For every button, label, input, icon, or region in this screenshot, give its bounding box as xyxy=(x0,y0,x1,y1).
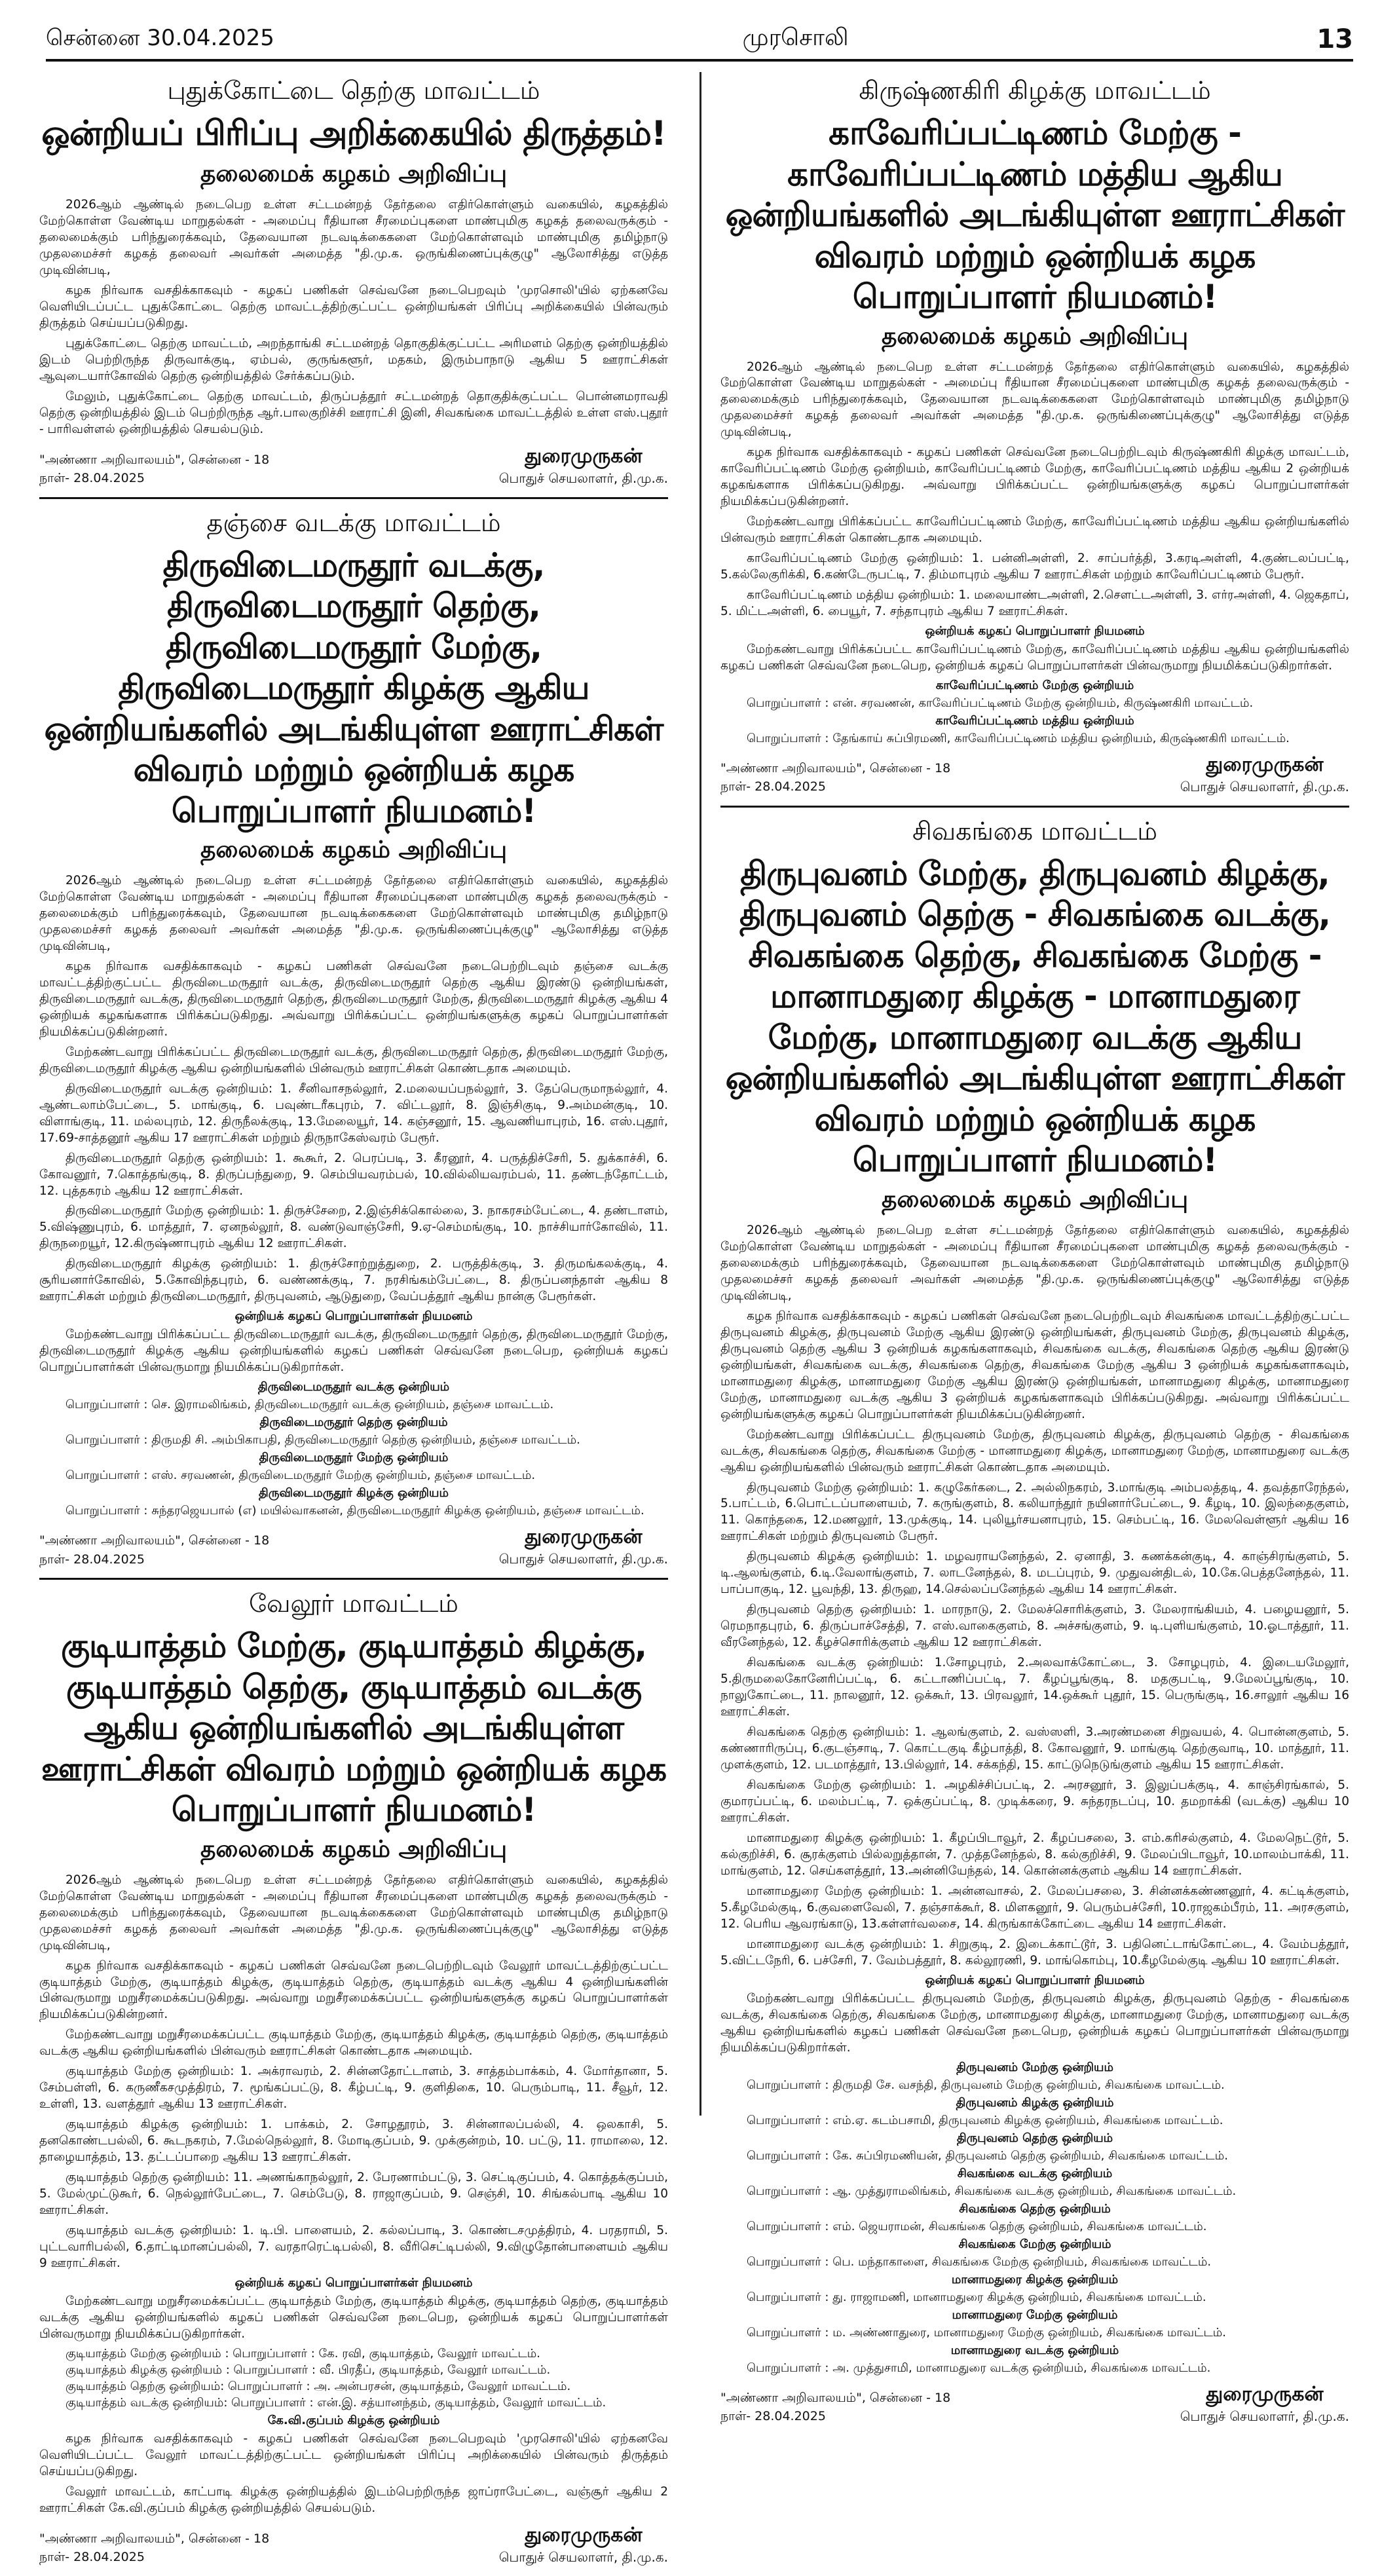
union-name: சிவகங்கை மேற்கு ஒன்றியம் xyxy=(958,2237,1111,2251)
responsible-person: குடியாத்தம் தெற்கு ஒன்றியம்: பொறுப்பாளர் : அ. அன்பரசன், குடியாத்தம், வேலூர் மாவட்டம். xyxy=(65,2379,571,2393)
paragraph: கழக நிர்வாக வசதிக்காகவும் - கழகப் பணிகள் செவ்வனே நடைபெறவும் 'முரசொலி'யில் ஏற்கனவே வெளியிடப்பட்ட வேலூர் மாவட்டத்திற்குட்பட்ட ஒன்றியங்கள் பிரிப்பு அறிக்கையில் பின்வரும் திருத்தம் செய்யப்படுகிறது. xyxy=(39,2431,668,2478)
section-rule xyxy=(39,497,668,499)
paragraph: கழக நிர்வாக வசதிக்காகவும் - கழகப் பணிகள் செவ்வனே நடைபெற்றிடவும் தஞ்சை வடக்கு மாவட்டத்திற்குட்பட்ட திருவிடைமருதூர் வடக்கு, திருவிடைமருதூர் தெற்கு ஆகிய இரண்டு ஒன்றியங்கள், திருவிடைமருதூர் வடக்கு, திருவிடைமருதூர் தெற்கு, திருவிடைமருதூர் மேற்கு, திருவிடைமருதூர் கிழக்கு ஆகிய 4 ஒன்றியக் கழகங்களாக பிரிக்கப்படுகிறது. அவ்வாறு பிரிக்கப்பட்ட ஒன்றியங்களுக்கு கழகப் பொறுப்பாளர்கள் நியமிக்கப்படுகின்றனர். xyxy=(39,959,668,1039)
pudukkottai-notice xyxy=(39,76,668,488)
signer-name: துரைமுருகன் xyxy=(525,444,643,468)
union-list: குடியாத்தம் கிழக்கு ஒன்றியம்: 1. பாக்கம், 2. சோழதூரம், 3. சின்னாலப்பல்லி, 4. ஒலகாசி, 5. தனகொண்டபல்லி, 6. கூடநகரம், 7.மேல்நெல்லூர், 8. மோடிகுப்பம், 9. முக்குன்றம், 10. பட்டு, 11. ராமாலை, 12. தாழையாத்தம், 13. தட்டப்பாறை ஆகிய 13 ஊராட்சிகள். xyxy=(39,2118,668,2165)
intro-paragraph: 2026ஆம் ஆண்டில் நடைபெற உள்ள சட்டமன்றத் தேர்தலை எதிர்கொள்ளும் வகையில், கழகத்தில் மேற்கொள்ள வேண்டிய மாறுதல்கள் - அமைப்பு ரீதியான சீரமைப்புகளை மாண்புமிகு கழகத் தலைவருக்கும் - தலைமைக்கும் பரிந்துரைக்கவும், தேவையான நடவடிக்கைகளை மேற்கொள்ளவும் மாண்புமிகு தமிழ்நாடு முதலமைச்சர் கழகத் தலைவர் அவர்கள் அமைத்த "தி.மு.க. ஒருங்கிணைப்புக்குழு" ஆலோசித்து எடுத்த முடிவின்படி, xyxy=(720,360,1349,439)
responsible-person: பொறுப்பாளர் : அ. முத்துசாமி, மானாமதுரை வடக்கு ஒன்றியம், சிவகங்கை மாவட்டம். xyxy=(747,2361,1211,2375)
intro-paragraph: 2026ஆம் ஆண்டில் நடைபெற உள்ள சட்டமன்றத் தேர்தலை எதிர்கொள்ளும் வகையில், கழகத்தில் மேற்கொள்ள வேண்டிய மாறுதல்கள் - அமைப்பு ரீதியான சீரமைப்புகளை மாண்புமிகு கழகத் தலைவருக்கும் - தலைமைக்கும் பரிந்துரைக்கவும், தேவையான நடவடிக்கைகளை மேற்கொள்ளவும் மாண்புமிகு தமிழ்நாடு முதலமைச்சர் கழகத் தலைவர் அவர்கள் அமைத்த "தி.மு.க. ஒருங்கிணைப்புக்குழு" ஆலோசித்து எடுத்த முடிவின்படி, xyxy=(720,1223,1349,1303)
subheading: ஒன்றியக் கழகப் பொறுப்பாளர் நியமனம் xyxy=(925,624,1145,639)
responsible-person: பொறுப்பாளர் : து. ராஜாமணி, மானாமதுரை கிழக்கு ஒன்றியம், சிவகங்கை மாவட்டம். xyxy=(747,2290,1206,2304)
signature-block xyxy=(39,1525,668,1569)
sign-date: நாள்- 28.04.2025 xyxy=(720,779,826,794)
sivaganga-notice xyxy=(720,817,1349,2426)
left-column xyxy=(39,72,668,2576)
union-list: சிவகங்கை தெற்கு ஒன்றியம்: 1. ஆலங்குளம், 2. வஸ்ஸளி, 3.அரண்மனை சிறுவயல், 4. பொன்னகுளம், 5. கண்ணாரிருப்பு, 6.குடஞ்சாடி, 7. கொட்டகுடி கீழ்பாத்தி, 8. கோவனூர், 9. மாங்குடி தெற்குவாடி, 10. மாத்தூர், 11. முளக்குளம், 12. படமாத்தூர், 13.பில்லூர், 14. சக்கந்தி, 15. காட்டுநெடுங்குளம் ஆகிய 15 ஊராட்சிகள். xyxy=(720,1725,1349,1772)
paragraph: மேற்கண்டவாறு பிரிக்கப்பட்ட காவேரிப்பட்டிணம் மேற்கு, காவேரிப்பட்டிணம் மத்திய ஆகிய ஒன்றியங்களில் பின்வரும் ஊராட்சிகள் கொண்டதாக அமையும். xyxy=(720,515,1349,546)
union-name: திருவிடைமருதூர் கிழக்கு ஒன்றியம் xyxy=(259,1486,449,1501)
responsible-person: பொறுப்பாளர் : செ. இராமலிங்கம், திருவிடைமருதூர் வடக்கு ஒன்றியம், தஞ்சை மாவட்டம். xyxy=(65,1398,554,1412)
paragraph: மேற்கண்டவாறு பிரிக்கப்பட்ட திருவிடைமருதூர் வடக்கு, திருவிடைமருதூர் தெற்கு, திருவிடைமருதூர் மேற்கு, திருவிடைமருதூர் கிழக்கு ஆகிய ஒன்றியங்களில் கழகப் பணிகள் செவ்வனே நடைபெற, ஒன்றியக் கழகப் பொறுப்பாளர்கள் பின்வருமாறு நியமிக்கப்படுகிறார்கள். xyxy=(39,1328,668,1375)
union-list: திருபுவனம் மேற்கு ஒன்றியம்: 1. கழுகேர்கடை, 2. அல்லிநகரம், 3.மாங்குடி அம்பலத்தடி, 4. தவத்தாரேந்தல், 5.பாட்டம், 6.பொட்டப்பாளையம், 7. கருங்குளம், 8. கலியாந்தூர் நயினார்பேட்டை, 9. கீழடி, 10. இலந்தைகுளம், 11. கொந்தகை, 12.மணலூர், 13.முக்குடி, 14. புலியூர்சயனாபுரம், 15. செம்பட்டி, 16. மேலவெள்ளூர் ஆகிய 16 ஊராட்சிகள் மற்றும் திருபுவனம் பேரூர். xyxy=(720,1480,1349,1544)
union-list: திருவிடைமருதூர் கிழக்கு ஒன்றியம்: 1. திருச்சோற்றுத்துறை, 2. பருத்திக்குடி, 3. திருமங்கலக்குடி, 4. சூரியனார்கோவில், 5.கோவிந்தபுரம், 6. வண்ணக்குடி, 7. நரசிங்கம்பேட்டை, 8. திருப்பனந்தாள் ஆகிய 8 ஊராட்சிகள் மற்றும் திருவிடைமருதூர், திருபுவனம், ஆடுதுறை, வேப்பத்தூர் ஆகிய நான்கு பேரூர்கள். xyxy=(39,1257,668,1304)
union-list: திருவிடைமருதூர் மேற்கு ஒன்றியம்: 1. திருச்சேறை, 2.இஞ்சிக்கொல்லை, 3. நாகரசம்பேட்டை, 4. தண்டாளம், 5.விஷ்ணுபுரம், 6. மாத்தூர், 7. ஏனநல்லூர், 8. வண்டுவாஞ்சேரி, 9.ஏ-செம்மங்குடி, 10. நாச்சியார்கோவில், 11. திருநறையூர், 12.கிருஷ்ணாபுரம் ஆகிய 12 ஊராட்சிகள். xyxy=(39,1204,668,1251)
responsible-person: பொறுப்பாளர் : ஆ. முத்துராமலிங்கம், சிவகங்கை வடக்கு ஒன்றியம், சிவகங்கை மாவட்டம். xyxy=(747,2184,1237,2198)
paragraph: கழக நிர்வாக வசதிக்காகவும் - கழகப் பணிகள் செவ்வனே நடைபெற்றிடவும் வேலூர் மாவட்டத்திற்குட்பட்ட குடியாத்தம் மேற்கு, குடியாத்தம் கிழக்கு, குடியாத்தம் தெற்கு, குடியாத்தம் வடக்கு ஆகிய 4 ஒன்றியங்களின் பின்வருமாறு மறுசீரமைக்கப்படுகிறது. அவ்வாறு மறுசீரமைக்கப்பட்ட ஒன்றியங்களுக்கு கழகப் பொறுப்பாளர்கள் நியமிக்கப்படுகின்றனர். xyxy=(39,1958,668,2022)
responsible-person: குடியாத்தம் வடக்கு ஒன்றியம்: பொறுப்பாளர் : என்.இ. சத்யானந்தம், குடியாத்தம், வேலூர் மாவட்டம். xyxy=(65,2395,606,2410)
sign-date: நாள்- 28.04.2025 xyxy=(720,2409,826,2423)
hq-announcement: தலைமைக் கழகம் அறிவிப்பு xyxy=(200,160,508,187)
union-name: மானாமதுரை கிழக்கு ஒன்றியம் xyxy=(951,2272,1119,2287)
responsible-person: பொறுப்பாளர் : கே. சுப்பிரமணியன், திருபுவனம் தெற்கு ஒன்றியம், சிவகங்கை மாவட்டம். xyxy=(747,2148,1228,2163)
union-list: குடியாத்தம் மேற்கு ஒன்றியம்: 1. அக்ராவரம், 2. சின்னதோட்டாளம், 3. சாத்தம்பாக்கம், 4. மோர்தானா, 5. சேம்பள்ளி, 6. கருணீகசமுத்திரம், 7. மூங்கப்பட்டு, 8. கீழ்பட்டி, 9. குளிதிகை, 10. பெரும்பாடி, 11. சீவூர், 12. உள்ளி, 13. வளத்தூர் ஆகிய 13 ஊராட்சிகள். xyxy=(39,2064,668,2112)
responsible-person: பொறுப்பாளர் : எம்.ஏ. கடம்பசாமி, திருபுவனம் கிழக்கு ஒன்றியம், சிவகங்கை மாவட்டம். xyxy=(747,2113,1223,2127)
place-date: சென்னை 30.04.2025 xyxy=(46,25,274,51)
sign-place: "அண்ணா அறிவாலயம்", சென்னை - 18 xyxy=(39,1533,270,1548)
union-name: திருவிடைமருதூர் மேற்கு ஒன்றியம் xyxy=(259,1451,449,1465)
district-title: சிவகங்கை மாவட்டம் xyxy=(912,816,1157,846)
subheading: ஒன்றியக் கழகப் பொறுப்பாளர் நியமனம் xyxy=(925,1973,1145,1987)
signature-block xyxy=(720,2383,1349,2426)
union-name: திருபுவனம் மேற்கு ஒன்றியம் xyxy=(956,2060,1113,2074)
hq-announcement: தலைமைக் கழகம் அறிவிப்பு xyxy=(881,1185,1189,1213)
union-name: திருபுவனம் கிழக்கு ஒன்றியம் xyxy=(956,2095,1114,2110)
union-list: சிவகங்கை மேற்கு ஒன்றியம்: 1. அழகிச்சிப்பட்டி, 2. அரசனூர், 3. இலுப்பக்குடி, 4. காஞ்சிரங்கால், 5. குமாரப்பட்டி, 6. மலம்பட்டி, 7. ஒக்குப்பட்டி, 8. முடிக்கரை, 9. சுந்தரநடப்பு, 10. தமறாக்கி (வடக்கு) ஆகிய 10 ஊராட்சிகள். xyxy=(720,1778,1349,1825)
signer-name: துரைமுருகன் xyxy=(1206,2382,1324,2406)
union-list: மானாமதுரை மேற்கு ஒன்றியம்: 1. அன்னவாசல், 2. மேலப்பசலை, 3. சின்னக்கண்ணனூர், 4. கட்டிக்குளம், 5.கீழமேல்குடி, 6.குவளைவேலி, 7. தஞ்சாக்கூர், 8. மிளகனூர், 9. பெரும்பச்சேரி, 10.ராஜகம்பீரம், 11. அரசகுளம், 12. பெரிய ஆவரங்காடு, 13.கள்ளர்வலசை, 14. கிருங்காக்கோட்டை ஆகிய 14 ஊராட்சிகள். xyxy=(720,1884,1349,1931)
union-list: திருபுவனம் தெற்கு ஒன்றியம்: 1. மாரநாடு, 2. மேலச்சொரிக்குளம், 3. மேலராங்கியம், 4. பழையனூர், 5. ரெமநாதபுரம், 6. திருப்பாச்சேத்தி, 7. எஸ்.வாகைகுளம், 8. அச்சங்குளம், 9. டி.புளியங்குளம், 10.ஓடாத்தூர், 11. வீரனேந்தல், 12. கீழச்சொரிக்குளம் ஆகிய 12 ஊராட்சிகள். xyxy=(720,1603,1349,1650)
district-title: புதுக்கோட்டை தெற்கு மாவட்டம் xyxy=(167,76,540,105)
right-column xyxy=(720,72,1349,2435)
district-title: கிருஷ்ணகிரி கிழக்கு மாவட்டம் xyxy=(859,76,1211,105)
subheading: ஒன்றியக் கழகப் பொறுப்பாளர்கள் நியமனம் xyxy=(234,2275,473,2290)
union-name: திருவிடைமருதூர் வடக்கு ஒன்றியம் xyxy=(257,1380,450,1394)
responsible-person: பொறுப்பாளர் : பெ. மந்தாகாளை, சிவகங்கை மேற்கு ஒன்றியம், சிவகங்கை மாவட்டம். xyxy=(747,2254,1212,2269)
responsible-person: குடியாத்தம் கிழக்கு ஒன்றியம் : பொறுப்பாளர் : வீ. பிரதீப், குடியாத்தம், வேலூர் மாவட்டம். xyxy=(65,2362,551,2377)
section-rule xyxy=(39,1578,668,1580)
masthead xyxy=(46,20,1353,62)
paragraph: மேற்கண்டவாறு பிரிக்கப்பட்ட திருபுவனம் மேற்கு, திருபுவனம் கிழக்கு, திருபுவனம் தெற்கு - சிவகங்கை வடக்கு, சிவகங்கை தெற்கு, சிவகங்கை மேற்கு, மானாமதுரை கிழக்கு, மானாமதுரை மேற்கு, மானாமதுரை வடக்கு ஆகிய ஒன்றியங்களில் கழகப் பணிகள் செவ்வனே நடைபெற, ஒன்றியக் கழகப் பொறுப்பாளர்கள் பின்வருமாறு நியமிக்கப்படுகிறார்கள். xyxy=(720,1991,1349,2055)
union-name: சிவகங்கை தெற்கு ஒன்றியம் xyxy=(959,2201,1111,2216)
paragraph: கழக நிர்வாக வசதிக்காகவும் - கழகப் பணிகள் செவ்வனே நடைபெற்றிடவும் கிருஷ்ணகிரி கிழக்கு மாவட்டம், காவேரிப்பட்டிணம் மேற்கு ஒன்றியம், காவேரிப்பட்டிணம் மேற்கு, காவேரிப்பட்டிணம் மத்திய ஆகிய 2 ஒன்றியக் கழகங்களாக பிரிக்கப்படுகிறது. அவ்வாறு பிரிக்கப்பட்ட ஒன்றியங்களுக்கு கழகப் பொறுப்பாளர்கள் நியமிக்கப்படுகின்றனர். xyxy=(720,445,1349,509)
union-list: குடியாத்தம் வடக்கு ஒன்றியம்: 1. டி.பி. பாளையம், 2. கல்லப்பாடி, 3. கொண்டசமுத்திரம், 4. பரதராமி, 5. புட்டவாரிபல்லி, 6.தாட்டிமானப்பல்லி, 7. வரதாரெட்டிபல்லி, 8. வீரிசெட்டிபல்லி, 9.விழுதோன்பாளையம் ஆகிய 9 ஊராட்சிகள். xyxy=(39,2224,668,2270)
responsible-person: பொறுப்பாளர் : தேங்காய் சுப்பிரமணி, காவேரிப்பட்டிணம் மத்திய ஒன்றியம், கிருஷ்ணகிரி மாவட்டம். xyxy=(747,731,1290,745)
sign-date: நாள்- 28.04.2025 xyxy=(39,2550,145,2565)
responsible-person: பொறுப்பாளர் : எம். ஜெயராமன், சிவகங்கை தெற்கு ஒன்றியம், சிவகங்கை மாவட்டம். xyxy=(747,2219,1207,2233)
union-name: சிவகங்கை வடக்கு ஒன்றியம் xyxy=(957,2166,1113,2180)
union-list: திருவிடைமருதூர் தெற்கு ஒன்றியம்: 1. கூகூர், 2. பெரப்படி, 3. கீரனூர், 4. பருத்திச்சேரி, 5. துக்காச்சி, 6. கோவனூர், 7.கொத்தங்குடி, 8. திருப்பந்துறை, 9. செம்பியவரம்பல், 10.வில்லியவரம்பல், 11. தண்டந்தோட்டம், 12. புத்தகரம் ஆகிய 12 ஊராட்சிகள். xyxy=(39,1151,668,1198)
signer-title: பொதுச் செயலாளர், தி.மு.க. xyxy=(498,470,668,486)
district-title: தஞ்சை வடக்கு மாவட்டம் xyxy=(206,508,501,537)
headline: திருபுவனம் மேற்கு, திருபுவனம் கிழக்கு, திருபுவனம் தெற்கு - சிவகங்கை வடக்கு, சிவகங்கை தெற்கு, சிவகங்கை மேற்கு - மானாமதுரை கிழக்கு - மானாமதுரை மேற்கு, மானாமதுரை வடக்கு ஆகிய ஒன்றியங்களில் அடங்கியுள்ள ஊராட்சிகள் விவரம் மற்றும் ஒன்றியக் கழக பொறுப்பாளர் நியமனம்! xyxy=(725,854,1345,1180)
responsible-person: குடியாத்தம் மேற்கு ஒன்றியம் : பொறுப்பாளர் : கே. ரவி, குடியாத்தம், வேலூர் மாவட்டம். xyxy=(65,2346,541,2361)
paragraph: வேலூர் மாவட்டம், காட்பாடி கிழக்கு ஒன்றியத்தில் இடம்பெற்றிருந்த ஜாப்ராபேட்டை, வஞ்சூர் ஆகிய 2 ஊராட்சிகள் கே.வி.குப்பம் கிழக்கு ஒன்றியத்தில் செயல்படும். xyxy=(39,2484,668,2515)
union-list: குடியாத்தம் தெற்கு ஒன்றியம்: 11. அணங்காநல்லூர், 2. பேரணாம்பட்டு, 3. செட்டிகுப்பம், 4. கொத்தக்குப்பம், 5. மேல்முட்டுகூர், 6. நெல்லூர்பேட்டை, 7. செம்பேடு, 8. ராஜாகுப்பம், 9. செஞ்சி, 10. சிங்கல்பாடி ஆகிய 10 ஊராட்சிகள். xyxy=(39,2171,668,2218)
union-name: மானாமதுரை வடக்கு ஒன்றியம் xyxy=(950,2343,1119,2357)
responsible-person: பொறுப்பாளர் : திருமதி சே. வசந்தி, திருபுவனம் மேற்கு ஒன்றியம், சிவகங்கை மாவட்டம். xyxy=(747,2078,1225,2092)
union-list: காவேரிப்பட்டிணம் மத்திய ஒன்றியம்: 1. மலையாண்டஅள்ளி, 2.சௌட்டஅள்ளி, 3. எர்ரஅள்ளி, 4. ஜெகதாப், 5. மிட்டஅள்ளி, 6. பையூர், 7. சந்தாபுரம் ஆகிய 7 ஊராட்சிகள். xyxy=(720,588,1349,619)
union-name: காவேரிப்பட்டிணம் மேற்கு ஒன்றியம் xyxy=(935,678,1134,692)
thanjavur-notice xyxy=(39,508,668,1569)
sign-place: "அண்ணா அறிவாலயம்", சென்னை - 18 xyxy=(39,452,270,467)
headline: குடியாத்தம் மேற்கு, குடியாத்தம் கிழக்கு, குடியாத்தம் தெற்கு, குடியாத்தம் வடக்கு ஆகிய ஒன்றியங்களில் அடங்கியுள்ள ஊராட்சிகள் விவரம் மற்றும் ஒன்றியக் கழக பொறுப்பாளர் நியமனம்! xyxy=(41,1627,667,1829)
paragraph: கழக நிர்வாக வசதிக்காகவும் - கழகப் பணிகள் செவ்வனே நடைபெற்றிடவும் சிவகங்கை மாவட்டத்திற்குட்பட்ட திருபுவனம் கிழக்கு, திருபுவனம் மேற்கு ஆகிய இரண்டு ஒன்றியங்கள், திருபுவனம் மேற்கு, திருபுவனம் கிழக்கு, திருபுவனம் தெற்கு ஆகிய 3 ஒன்றியக் கழகங்களாகவும், சிவகங்கை வடக்கு, சிவகங்கை தெற்கு ஆகிய இரண்டு ஒன்றியங்கள், சிவகங்கை வடக்கு, சிவகங்கை தெற்கு, சிவகங்கை மேற்கு ஆகிய 3 ஒன்றியக் கழகங்களாகவும், மானாமதுரை கிழக்கு, மானாமதுரை மேற்கு ஆகிய இரண்டு ஒன்றியங்கள், மானாமதுரை கிழக்கு, மானாமதுரை மேற்கு, மானாமதுரை வடக்கு ஆகிய 3 ஒன்றியக் கழகங்களாகவும் பிரிக்கப்படுகிறது. அவ்வாறு பிரிக்கப்பட்ட ஒன்றியங்களுக்கு கழகப் பொறுப்பாளர்கள் நியமிக்கப்படுகின்றனர். xyxy=(720,1309,1349,1421)
hq-announcement: தலைமைக் கழகம் அறிவிப்பு xyxy=(881,322,1189,350)
union-list: மானாமதுரை கிழக்கு ஒன்றியம்: 1. கீழப்பிடாவூர், 2. கீழப்பசலை, 3. எம்.கரிசல்குளம், 4. மேலநெட்டூர், 5. கல்குறிச்சி, 6. சூரக்குளம் பில்லறுத்தான், 7. முத்தனேந்தல், 8. கல்குறிச்சி, 9. மேலப்பிடாவூர், 10.மாலம்பாக்கி, 11. மாங்குளம், 12. செய்களத்தூர், 13.அன்னியேந்தல், 14. கொன்னக்குளம் ஆகிய 14 ஊராட்சிகள். xyxy=(720,1831,1349,1878)
page-number: 13 xyxy=(1316,24,1353,54)
signer-name: துரைமுருகன் xyxy=(525,1525,643,1549)
sign-date: நாள்- 28.04.2025 xyxy=(39,1552,145,1567)
vellore-notice xyxy=(39,1589,668,2567)
signer-title: பொதுச் செயலாளர், தி.மு.க. xyxy=(1180,778,1349,794)
paragraph: மேற்கண்டவாறு பிரிக்கப்பட்ட காவேரிப்பட்டிணம் மேற்கு, காவேரிப்பட்டிணம் மத்திய ஆகிய ஒன்றியங்களில் கழகப் பணிகள் செவ்வனே நடைபெற, ஒன்றியக் கழகப் பொறுப்பாளர்கள் பின்வருமாறு நியமிக்கப்படுகிறார்கள். xyxy=(720,643,1349,673)
paragraph: புதுக்கோட்டை தெற்கு மாவட்டம், அறந்தாங்கி சட்டமன்றத் தொகுதிக்குட்பட்ட அரிமளம் தெற்கு ஒன்றியத்தில் இடம் பெற்றிருந்த திருவாக்குடி, ஏம்பல், குருங்களூர், மதகம், இரும்பாநாடு ஆகிய 5 ஊராட்சிகள் ஆவுடையார்கோவில் தெற்கு ஒன்றியத்தில் சேர்க்கப்படும். xyxy=(39,336,668,383)
responsible-person: பொறுப்பாளர் : எஸ். சரவணன், திருவிடைமருதூர் மேற்கு ஒன்றியம், தஞ்சை மாவட்டம். xyxy=(65,1468,536,1483)
union-list: சிவகங்கை வடக்கு ஒன்றியம்: 1.சோழபுரம், 2.அலவாக்கோட்டை, 3. சோழபுரம், 4. இடையமேலூர், 5.திருமலைகோனேரிப்பட்டி, 6. கட்டாணிப்பட்டி, 7. கீழப்பூங்குடி, 8. மதகுபட்டி, 9.மேலப்பூங்குடி, 10. நாலுகோட்டை, 11. நாலனூர், 12. ஒக்கூர், 13. பிரவலூர், 14.ஒக்கூர் புதூர், 15. பெருங்குடி, 16.சாலூர் ஆகிய 16 ஊராட்சிகள். xyxy=(720,1656,1349,1719)
hq-announcement: தலைமைக் கழகம் அறிவிப்பு xyxy=(200,836,508,864)
intro-paragraph: 2026ஆம் ஆண்டில் நடைபெற உள்ள சட்டமன்றத் தேர்தலை எதிர்கொள்ளும் வகையில், கழகத்தில் மேற்கொள்ள வேண்டிய மாறுதல்கள் - அமைப்பு ரீதியான சீரமைப்புகளை மாண்புமிகு கழகத் தலைவருக்கும் - தலைமைக்கும் பரிந்துரைக்கவும், தேவையான நடவடிக்கைகளை மேற்கொள்ளவும் மாண்புமிகு தமிழ்நாடு முதலமைச்சர் கழகத் தலைவர் அவர்கள் அமைத்த "தி.மு.க. ஒருங்கிணைப்புக்குழு" ஆலோசித்து எடுத்த முடிவின்படி, xyxy=(39,198,668,277)
union-list: காவேரிப்பட்டிணம் மேற்கு ஒன்றியம்: 1. பன்னிஅள்ளி, 2. சாப்பர்த்தி, 3.கரடிஅள்ளி, 4.குண்டலப்பட்டி, 5.கல்லேகுரிக்கி, 6.கண்டேருபட்டி, 7. திம்மாபுரம் ஆகிய 7 ஊராட்சிகள் மற்றும் காவேரிப்பட்டிணம் பேரூர். xyxy=(720,551,1349,582)
krishnagiri-notice xyxy=(720,76,1349,796)
headline: திருவிடைமருதூர் வடக்கு, திருவிடைமருதூர் தெற்கு, திருவிடைமருதூர் மேற்கு, திருவிடைமருதூர் கிழக்கு ஆகிய ஒன்றியங்களில் அடங்கியுள்ள ஊராட்சிகள் விவரம் மற்றும் ஒன்றியக் கழக பொறுப்பாளர் நியமனம்! xyxy=(44,546,663,830)
union-list: திருவிடைமருதூர் வடக்கு ஒன்றியம்: 1. சீனிவாசநல்லூர், 2.மலையப்பநல்லூர், 3. தேப்பெருமாநல்லூர், 4. ஆண்டலாம்பேட்டை, 5. மாங்குடி, 6. பவுண்டரீகபுரம், 7. விட்டலூர், 8. இஞ்சிகுடி, 9.அம்மன்குடி, 10. விளாங்குடி, 11. மல்லபுரம், 12. திருநீலக்குடி, 13.மேலையூர், 14. கஞ்சனூர், 15. ஆவணியாபுரம், 16. எஸ்.புதூர், 17.69-சாத்தனூர் ஆகிய 17 ஊராட்சிகள் மற்றும் திருநாகேஸ்வரம் பேரூர். xyxy=(39,1081,668,1145)
signature-block xyxy=(39,2524,668,2567)
paragraph: மேலும், புதுக்கோட்டை தெற்கு மாவட்டம், திருப்பத்தூர் சட்டமன்றத் தொகுதிக்குட்பட்ட பொன்னமராவதி தெற்கு ஒன்றியத்தில் இடம் பெற்றிருந்த ஆர்.பாலகுறிச்சி ஊராட்சி இனி, சிவகங்கை மாவட்டத்தில் உள்ள எஸ்.புதூர் - பாரிவள்ளல் ஒன்றியத்தில் செயல்படும். xyxy=(39,389,668,436)
sign-place: "அண்ணா அறிவாலயம்", சென்னை - 18 xyxy=(720,2390,951,2405)
headline: காவேரிப்பட்டிணம் மேற்கு - காவேரிப்பட்டிணம் மத்திய ஆகிய ஒன்றியங்களில் அடங்கியுள்ள ஊராட்சிகள் விவரம் மற்றும் ஒன்றியக் கழக பொறுப்பாளர் நியமனம்! xyxy=(725,114,1345,316)
paragraph: கழக நிர்வாக வசதிக்காகவும் - கழகப் பணிகள் செவ்வனே நடைபெறவும் 'முரசொலி'யில் ஏற்கனவே வெளியிடப்பட்ட புதுக்கோட்டை தெற்கு மாவட்டத்திற்குட்பட்ட ஒன்றியங்கள் பிரிப்பு அறிக்கையில் பின்வரும் திருத்தம் செய்யப்படுகிறது. xyxy=(39,283,668,330)
signer-title: பொதுச் செயலாளர், தி.மு.க. xyxy=(498,1551,668,1567)
union-name: மானாமதுரை மேற்கு ஒன்றியம் xyxy=(952,2307,1118,2322)
paragraph: மேற்கண்டவாறு பிரிக்கப்பட்ட திருவிடைமருதூர் வடக்கு, திருவிடைமருதூர் தெற்கு, திருவிடைமருதூர் மேற்கு, திருவிடைமருதூர் கிழக்கு ஆகிய ஒன்றியங்களில் பின்வரும் ஊராட்சிகள் கொண்டதாக அமையும். xyxy=(39,1045,668,1075)
district-title: வேலூர் மாவட்டம் xyxy=(249,1589,458,1618)
paragraph: மேற்கண்டவாறு மறுசீரமைக்கப்பட்ட குடியாத்தம் மேற்கு, குடியாத்தம் கிழக்கு, குடியாத்தம் தெற்கு, குடியாத்தம் வடக்கு ஆகிய ஒன்றியங்களில் கழகப் பணிகள் செவ்வனே நடைபெற, ஒன்றியக் கழகப் பொறுப்பாளர்கள் பின்வருமாறு நியமிக்கப்படுகிறார்கள். xyxy=(39,2294,668,2341)
intro-paragraph: 2026ஆம் ஆண்டில் நடைபெற உள்ள சட்டமன்றத் தேர்தலை எதிர்கொள்ளும் வகையில், கழகத்தில் மேற்கொள்ள வேண்டிய மாறுதல்கள் - அமைப்பு ரீதியான சீரமைப்புகளை மாண்புமிகு கழகத் தலைவருக்கும் - தலைமைக்கும் பரிந்துரைக்கவும், தேவையான நடவடிக்கைகளை மேற்கொள்ளவும் மாண்புமிகு தமிழ்நாடு முதலமைச்சர் கழகத் தலைவர் அவர்கள் அமைத்த "தி.மு.க. ஒருங்கிணைப்புக்குழு" ஆலோசித்து எடுத்த முடிவின்படி, xyxy=(39,874,668,953)
signer-name: துரைமுருகன் xyxy=(525,2523,643,2547)
union-list: திருபுவனம் கிழக்கு ஒன்றியம்: 1. மழவராயனேந்தல், 2. ஏனாதி, 3. கணக்கன்குடி, 4. காஞ்சிரங்குளம், 5. டி.ஆலங்குளம், 6.டி.வேலாங்குளம், 7. லாடனேந்தல், 8. மடப்புரம், 9. முதுவன்திடல், 10.கே.பெத்தனேந்தல், 11. பாப்பாகுடி, 12. பூவந்தி, 13. திருஹ, 14.செல்லப்பனேந்தல் ஆகிய 14 ஊராட்சிகள். xyxy=(720,1550,1349,1597)
sign-place: "அண்ணா அறிவாலயம்", சென்னை - 18 xyxy=(39,2531,270,2546)
responsible-person: பொறுப்பாளர் : திருமதி சி. அம்பிகாபதி, திருவிடைமருதூர் தெற்கு ஒன்றியம், தஞ்சை மாவட்டம். xyxy=(65,1433,580,1447)
responsible-person: பொறுப்பாளர் : என். சரவணன், காவேரிப்பட்டிணம் மேற்கு ஒன்றியம், கிருஷ்ணகிரி மாவட்டம். xyxy=(747,696,1254,710)
sign-date: நாள்- 28.04.2025 xyxy=(39,471,145,486)
signature-block xyxy=(39,445,668,488)
signature-block xyxy=(720,753,1349,796)
headline: ஒன்றியப் பிரிப்பு அறிக்கையில் திருத்தம்! xyxy=(41,114,666,153)
union-name: திருவிடைமருதூர் தெற்கு ஒன்றியம் xyxy=(259,1415,448,1430)
column-divider xyxy=(700,72,701,2116)
section-rule xyxy=(720,806,1349,808)
paper-name: முரசொலி xyxy=(742,24,849,51)
signer-title: பொதுச் செயலாளர், தி.மு.க. xyxy=(498,2548,668,2565)
responsible-person: பொறுப்பாளர் : ம. அண்ணாதுரை, மானாமதுரை மேற்கு ஒன்றியம், சிவகங்கை மாவட்டம். xyxy=(747,2325,1226,2340)
intro-paragraph: 2026ஆம் ஆண்டில் நடைபெற உள்ள சட்டமன்றத் தேர்தலை எதிர்கொள்ளும் வகையில், கழகத்தில் மேற்கொள்ள வேண்டிய மாறுதல்கள் - அமைப்பு ரீதியான சீரமைப்புகளை மாண்புமிகு கழகத் தலைவருக்கும் - தலைமைக்கும் பரிந்துரைக்கவும், தேவையான நடவடிக்கைகளை மேற்கொள்ளவும் மாண்புமிகு தமிழ்நாடு முதலமைச்சர் கழகத் தலைவர் அவர்கள் அமைத்த "தி.மு.க. ஒருங்கிணைப்புக்குழு" ஆலோசித்து எடுத்த முடிவின்படி, xyxy=(39,1873,668,1952)
paragraph: மேற்கண்டவாறு பிரிக்கப்பட்ட திருபுவனம் மேற்கு, திருபுவனம் கிழக்கு, திருபுவனம் தெற்கு - சிவகங்கை வடக்கு, சிவகங்கை தெற்கு, சிவகங்கை மேற்கு - மானாமதுரை கிழக்கு, மானாமதுரை மேற்கு, மானாமதுரை வடக்கு ஆகிய ஒன்றியங்களில் பின்வரும் ஊராட்சிகள் கொண்டதாக அமையும். xyxy=(720,1427,1349,1474)
signer-name: துரைமுருகன் xyxy=(1206,753,1324,776)
subheading: ஒன்றியக் கழகப் பொறுப்பாளர்கள் நியமனம் xyxy=(234,1309,473,1324)
paragraph: மேற்கண்டவாறு மறுசீரமைக்கப்பட்ட குடியாத்தம் மேற்கு, குடியாத்தம் கிழக்கு, குடியாத்தம் தெற்கு, குடியாத்தம் வடக்கு ஆகிய ஒன்றியங்களில் பின்வரும் ஊராட்சிகள் கொண்டதாக அமையும். xyxy=(39,2028,668,2059)
union-list: மானாமதுரை வடக்கு ஒன்றியம்: 1. சிறுகுடி, 2. இடைக்காட்டூர், 3. பதினெட்டாங்கோட்டை, 4. வேம்பத்தூர், 5.விட்டநேரி, 6. பச்சேரி, 7. வேம்பத்தூர், 8. கல்லூரணி, 9. மாங்கொம்பு, 10.கீழமேல்குடி ஆகிய 10 ஊராட்சிகள். xyxy=(720,1937,1349,1968)
signer-title: பொதுச் செயலாளர், தி.மு.க. xyxy=(1180,2408,1349,2424)
hq-announcement: தலைமைக் கழகம் அறிவிப்பு xyxy=(200,1835,508,1863)
union-name: திருபுவனம் தெற்கு ஒன்றியம் xyxy=(956,2131,1113,2145)
sign-place: "அண்ணா அறிவாலயம்", சென்னை - 18 xyxy=(720,760,951,775)
union-name: காவேரிப்பட்டிணம் மத்திய ஒன்றியம் xyxy=(935,713,1134,728)
union-name: கே.வி.குப்பம் கிழக்கு ஒன்றியம் xyxy=(267,2413,440,2427)
responsible-person: பொறுப்பாளர் : சுந்தரஜெயபால் (எ) மயில்வாகனன், திருவிடைமருதூர் கிழக்கு ஒன்றியம், தஞ்சை மாவட்டம். xyxy=(65,1504,644,1518)
